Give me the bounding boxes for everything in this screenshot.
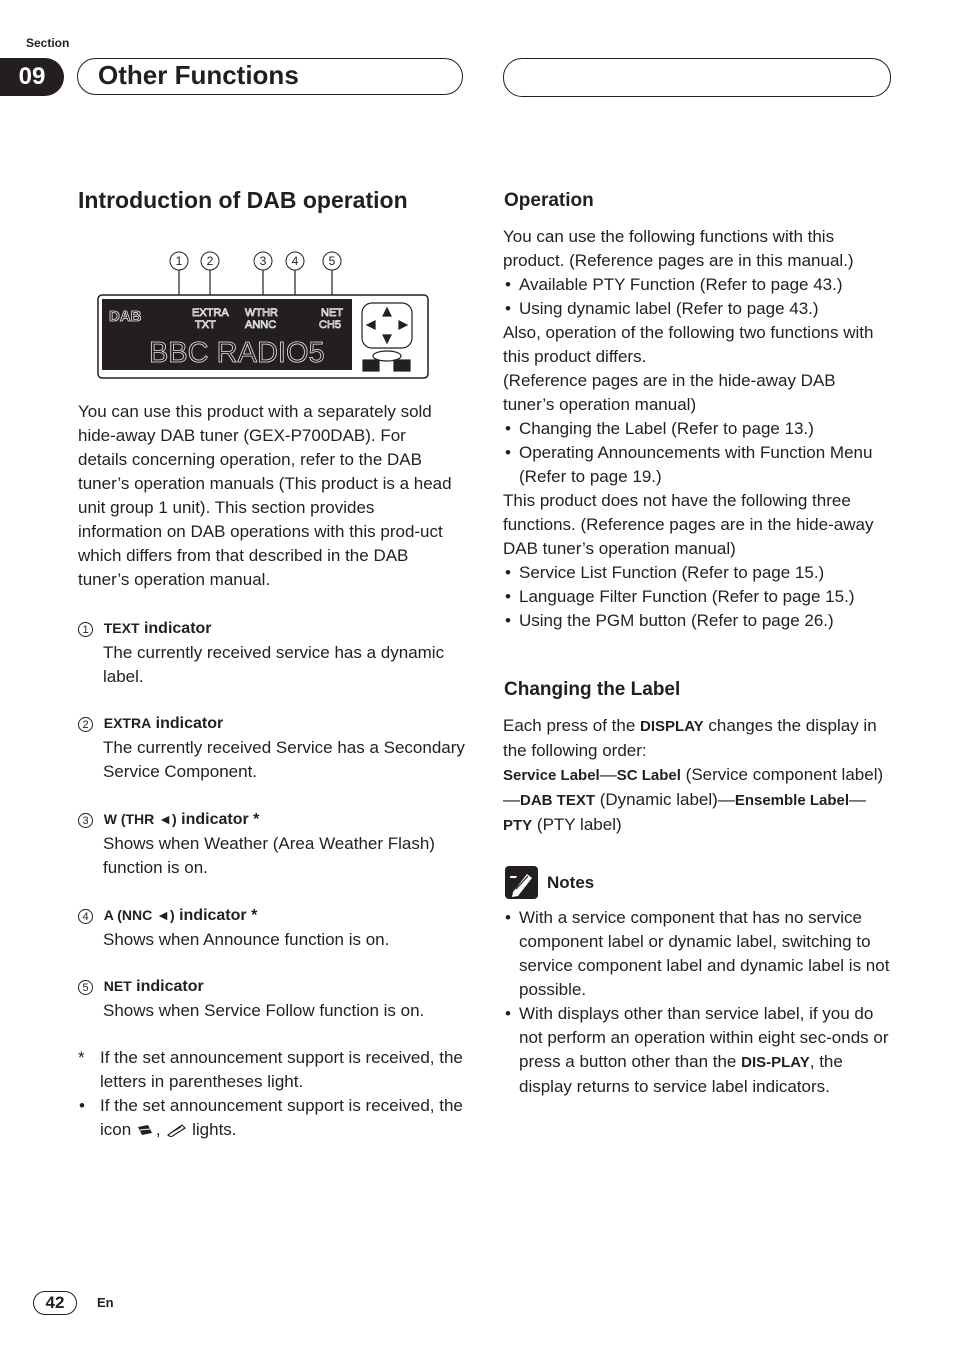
operation-p1: You can use the following functions with this product. (Reference pages are in this manual.) [503,227,854,270]
indicator-item-3 [78,807,468,880]
display-station: BBC RADIO5 [149,337,325,369]
item-1-desc: The currently received service has a dynamic label. [103,643,445,686]
item-2-title-sc: EXTRA [103,715,152,731]
display-extra: EXTRA [192,307,229,319]
op-list3-item: • Language Filter Function (Refer to page 15.) [503,585,888,609]
language-label: En [97,1295,114,1310]
label-sequence [503,763,891,838]
operation-heading: Operation [504,190,594,211]
changing-label-heading: Changing the Label [504,679,681,700]
op-list1-item: • Using dynamic label (Refer to page 43.) [503,297,888,321]
indicator-item-4 [78,903,468,952]
seq-dash-4: — [849,790,867,809]
item-5-number: 5 [78,980,93,995]
item-3-desc: Shows when Weather (Area Weather Flash) function is on. [103,834,435,877]
display-annc: ANNC [245,319,277,331]
notes-heading: Notes [547,873,595,892]
display-dab: DAB [109,308,142,325]
seq-dab-desc: (Dynamic label)— [599,790,735,809]
display-wthr: WTHR [245,307,278,319]
footnote-star-mark: * [78,1048,85,1067]
operation-body [503,225,888,633]
announcement-icon-1 [136,1123,156,1137]
page-number: 42 [33,1291,77,1315]
footnote-bullet-text-b: , [155,1120,161,1139]
section-number-badge: 09 [0,58,64,96]
item-3-title-sc: W (THR ◄) [103,811,177,827]
marker-1: 1 [175,254,183,268]
seq-pty: PTY [503,817,533,834]
item-5-title-sc: NET [103,978,132,994]
item-2-desc: The currently received Service has a Secondary Service Component. [103,738,465,781]
footnote-star [78,1046,463,1094]
label-p1-c: changes the display in the following order: [503,716,877,760]
item-1-title: indicator [139,620,212,637]
item-4-title: indicator * [174,907,258,924]
op-list3-item: • Service List Function (Refer to page 15.) [503,561,888,585]
item-2-title: indicator [151,715,224,732]
marker-4: 4 [291,254,299,268]
seq-ensemble-label: Ensemble Label [734,792,850,809]
item-4-desc: Shows when Announce function is on. [103,930,390,949]
footnote-bullet: • If the set announcement support is received, the icon , lights. [79,1096,463,1139]
display-illustration [97,248,431,382]
display-button-ref: DISPLAY [640,718,704,735]
marker-2: 2 [206,254,214,268]
item-1-number: 1 [78,622,93,637]
item-1-title-sc: TEXT [103,620,140,636]
display-ch5: CH5 [319,319,342,331]
operation-p2: Also, operation of the following two functions with this product differs. [503,323,874,366]
seq-service-label: Service Label [503,767,600,784]
display-txt: TXT [195,319,216,331]
notes-body [503,906,891,1099]
display-svg [97,248,431,382]
seq-pty-desc: (PTY label) [536,815,622,834]
footnote-bullet-text-c: lights. [192,1120,237,1139]
note-2 [503,1002,891,1099]
changing-label-body [503,714,891,838]
op-list1-item: • Available PTY Function (Refer to page 43.) [503,273,888,297]
item-4-number: 4 [78,909,93,924]
indicator-item-1 [78,616,468,689]
marker-3: 3 [259,254,267,268]
seq-dash-1: — [599,765,617,784]
intro-paragraph: You can use this product with a separately sold hide-away DAB tuner (GEX-P700DAB). For details concerning operation, refer to the DAB tuner’s operation manuals (This product is a head unit group 1 unit). This section provides information on DAB operations with this prod-uct which differs from that described in the DAB tuner’s operation manual. [78,402,452,589]
note-2-a: With displays other than service label, if you do not perform an operation within eight sec-onds or press a button other than the [519,1004,889,1071]
empty-title-box [503,58,891,97]
seq-dab-text: DAB TEXT [520,792,595,809]
item-5-desc: Shows when Service Follow function is on. [103,1001,425,1020]
section-title-box [77,58,463,95]
note-2-c: , the display returns to service label indicators. [519,1052,843,1096]
item-3-title: indicator * [176,811,260,828]
item-2-number: 2 [78,717,93,732]
item-4-title-sc: A (NNC ◄) [103,907,175,923]
note-1: • With a service component that has no service component label or dynamic label, switching to service component label and dynamic label is not possible. [503,906,891,1002]
operation-p4: This product does not have the following three functions. (Reference pages are in the hide-away DAB tuner’s operation manual) [503,491,874,558]
op-list2-item: • Changing the Label (Refer to page 13.) [503,417,888,441]
item-3-number: 3 [78,813,93,828]
page-heading: Introduction of DAB operation [78,187,408,213]
display-net: NET [321,307,343,319]
item-5-title: indicator [131,978,204,995]
indicator-item-2 [78,711,468,784]
section-label: Section [26,36,70,50]
note-2-display-ref: DIS-PLAY [741,1054,810,1071]
footnote-star-text: If the set announcement support is received, the letters in parentheses light. [100,1048,463,1091]
label-p1-a: Each press of the [503,716,636,735]
footnote-bullet-text-a: If the set announcement support is received, the icon [100,1096,463,1139]
op-list3-item: • Using the PGM button (Refer to page 26.) [503,609,888,633]
section-title: Other Functions [98,60,299,90]
indicator-item-5 [78,974,468,1023]
seq-sc-label: SC Label [616,767,681,784]
announcement-icon-2 [165,1123,187,1137]
seq-sc-desc: (Service component label)— [503,765,884,809]
marker-5: 5 [328,254,336,268]
operation-p3: (Reference pages are in the hide-away DAB tuner’s operation manual) [503,371,836,414]
notes-icon [505,866,538,899]
op-list2-item: • Operating Announcements with Function Menu (Refer to page 19.) [503,441,888,489]
